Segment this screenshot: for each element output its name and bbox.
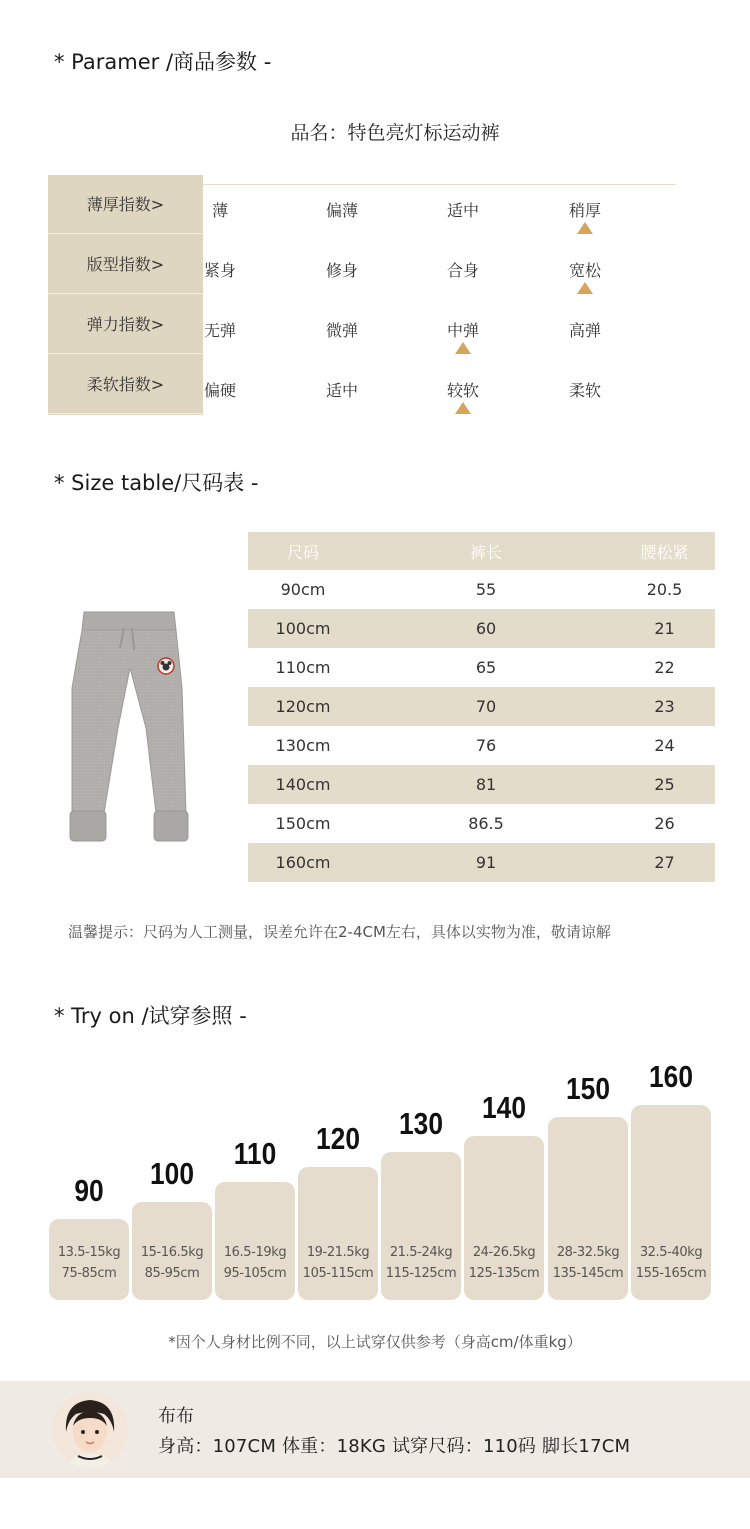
tryon-size-label: 160 (649, 1059, 693, 1094)
table-row (248, 609, 715, 648)
selected-marker-icon (577, 282, 593, 294)
table-row (248, 687, 715, 726)
tryon-weight-label: 19-21.5kg (306, 1245, 370, 1260)
param-option: 高弹 (568, 321, 601, 340)
table-cell: 110cm (275, 658, 331, 677)
table-cell: 23 (654, 697, 675, 716)
table-row (248, 804, 715, 843)
param-row-label: 柔软指数> (48, 355, 203, 414)
param-option: 微弹 (325, 321, 358, 340)
tryon-weight-label: 15-16.5kg (140, 1245, 204, 1260)
param-option: 柔软 (568, 381, 601, 400)
tryon-size-label: 120 (316, 1121, 360, 1156)
tryon-bar (464, 1090, 544, 1300)
model-name: 布布 (158, 1406, 194, 1427)
param-option: 较软 (446, 381, 479, 400)
tryon-weight-label: 16.5-19kg (223, 1245, 287, 1260)
table-cell: 55 (475, 580, 497, 599)
tryon-height-label: 75-85cm (61, 1266, 117, 1281)
selected-marker-icon (577, 222, 593, 234)
tryon-height-label: 95-105cm (223, 1266, 287, 1281)
table-cell: 86.5 (468, 814, 504, 833)
tryon-bar (631, 1059, 711, 1300)
table-cell: 76 (475, 736, 497, 755)
param-option: 偏薄 (325, 201, 358, 220)
tryon-bar (298, 1121, 378, 1300)
table-cell: 21 (654, 619, 675, 638)
table-cell: 65 (475, 658, 497, 677)
selected-marker-icon (455, 342, 471, 354)
pants-image (66, 608, 191, 848)
table-cell: 160cm (275, 853, 331, 872)
table-cell: 70 (475, 697, 497, 716)
tryon-weight-label: 28-32.5kg (556, 1245, 620, 1260)
table-cell: 20.5 (646, 580, 683, 599)
param-option: 薄 (211, 201, 228, 220)
table-cell: 91 (475, 853, 497, 872)
tryon-height-label: 85-95cm (144, 1266, 200, 1281)
tryon-size-label: 150 (566, 1071, 610, 1106)
header-size: 尺码 (286, 542, 319, 562)
param-option: 合身 (446, 261, 479, 280)
tryon-height-label: 105-115cm (302, 1266, 374, 1281)
param-option: 适中 (325, 381, 358, 400)
tryon-height-label: 135-145cm (552, 1266, 624, 1281)
size-note: 温馨提示：尺码为人工测量，误差允许在2-4CM左右，具体以实物为准，敬请谅解 (68, 923, 611, 941)
tryon-weight-label: 32.5-40kg (639, 1245, 703, 1260)
table-row (248, 765, 715, 804)
tryon-size-label: 110 (233, 1136, 277, 1171)
table-row (248, 843, 715, 882)
tryon-bar (548, 1071, 628, 1300)
param-option: 修身 (325, 261, 358, 280)
table-row (248, 570, 715, 609)
tryon-height-label: 115-125cm (385, 1266, 457, 1281)
param-option: 宽松 (568, 261, 601, 280)
tryon-size-label: 90 (74, 1173, 104, 1208)
table-cell: 27 (654, 853, 675, 872)
selected-marker-icon (455, 402, 471, 414)
table-cell: 25 (654, 775, 675, 794)
table-cell: 90cm (280, 580, 326, 599)
param-option: 紧身 (203, 261, 236, 280)
table-cell: 26 (654, 814, 675, 833)
param-section-title: * Paramer /商品参数 - (54, 50, 272, 74)
table-cell: 140cm (275, 775, 331, 794)
header-waist: 腰松紧 (640, 542, 689, 562)
tryon-size-label: 100 (150, 1156, 194, 1191)
table-cell: 81 (475, 775, 497, 794)
table-cell: 24 (654, 736, 675, 755)
tryon-weight-label: 24-26.5kg (472, 1245, 536, 1260)
param-row-label: 版型指数> (48, 235, 203, 294)
tryon-height-label: 155-165cm (635, 1266, 707, 1281)
model-info: 身高：107CM 体重：18KG 试穿尺码：110码 脚长17CM (158, 1436, 631, 1457)
tryon-height-label: 125-135cm (468, 1266, 540, 1281)
size-table-header (248, 532, 715, 570)
product-name: 品名：特色亮灯标运动裤 (290, 122, 500, 144)
param-table (48, 175, 676, 415)
tryon-weight-label: 13.5-15kg (57, 1245, 121, 1260)
table-cell: 60 (475, 619, 497, 638)
tryon-bar (215, 1136, 295, 1300)
param-option: 偏硬 (203, 381, 236, 400)
param-option: 中弹 (446, 321, 479, 340)
tryon-section-title: * Try on /试穿参照 - (54, 1004, 247, 1028)
param-option: 无弹 (203, 321, 236, 340)
param-row-label: 薄厚指数> (48, 175, 203, 234)
size-section-title: * Size table/尺码表 - (54, 471, 259, 495)
tryon-size-label: 140 (482, 1090, 526, 1125)
tryon-bar (49, 1173, 129, 1300)
header-length: 裤长 (469, 542, 502, 562)
table-cell: 150cm (275, 814, 331, 833)
tryon-bar (381, 1106, 461, 1300)
size-table (248, 532, 715, 882)
param-option: 适中 (446, 201, 479, 220)
tryon-size-label: 130 (399, 1106, 443, 1141)
tryon-note: *因个人身材比例不同，以上试穿仅供参考（身高cm/体重kg） (168, 1333, 582, 1351)
table-cell: 130cm (275, 736, 331, 755)
table-cell: 100cm (275, 619, 331, 638)
param-row-label: 弹力指数> (48, 295, 203, 354)
table-cell: 120cm (275, 697, 331, 716)
model-avatar (52, 1392, 128, 1468)
table-cell: 22 (654, 658, 675, 677)
param-option: 稍厚 (568, 201, 601, 220)
tryon-bar (132, 1156, 212, 1300)
table-row (248, 648, 715, 687)
param-divider (203, 184, 676, 185)
tryon-weight-label: 21.5-24kg (389, 1245, 453, 1260)
table-row (248, 726, 715, 765)
